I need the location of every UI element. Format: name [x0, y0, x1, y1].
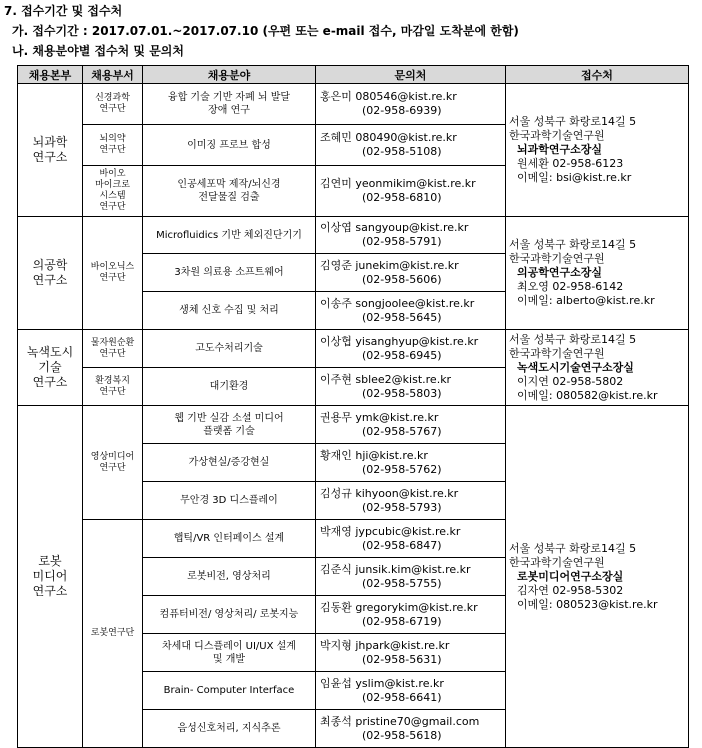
header-division: 채용본부: [18, 66, 83, 84]
contact-cell: [316, 444, 506, 482]
table-row: [18, 84, 689, 125]
recruitment-table: [17, 65, 689, 748]
field-cell: 인공세포막 제작/뇌신경 전달물질 검출: [143, 166, 316, 217]
contact-name-email: 권용무 ymk@kist.re.kr: [320, 410, 439, 424]
department-cell: 신경과학 연구단: [83, 84, 143, 125]
contact-name-email: 김연미 yeonmikim@kist.re.kr: [320, 177, 476, 190]
contact-phone: (02-958-6641): [362, 690, 442, 704]
reception-org: 한국과학기술연구원: [509, 252, 605, 265]
contact-phone: (02-958-6847): [362, 538, 442, 552]
reception-email: 이메일: 080523@kist.re.kr: [517, 597, 658, 611]
contact-name-email: 박지형 jhpark@kist.re.kr: [320, 638, 450, 652]
field-cell: 무안경 3D 디스플레이: [143, 482, 316, 520]
contact-cell: [316, 292, 506, 330]
department-cell: 바이오 마이크로 시스템 연구단: [83, 166, 143, 217]
division-cell: 뇌과학 연구소: [18, 84, 83, 217]
contact-cell: [316, 330, 506, 368]
reception-address: 서울 성북구 화랑로14길 5: [509, 115, 637, 128]
contact-phone: (02-958-5755): [362, 576, 442, 590]
field-cell: 고도수처리기술: [143, 330, 316, 368]
contact-cell: [316, 406, 506, 444]
reception-email: 이메일: 080582@kist.re.kr: [517, 388, 658, 402]
contact-cell: [316, 672, 506, 710]
header-contact: 문의처: [316, 66, 506, 84]
reception-cell: [506, 217, 689, 330]
reception-cell: [506, 406, 689, 748]
contact-name-email: 황재인 hji@kist.re.kr: [320, 448, 428, 462]
reception-office: 의공학연구소장실: [517, 266, 603, 279]
reception-office: 녹색도시기술연구소장실: [517, 360, 634, 374]
contact-cell: [316, 634, 506, 672]
reception-address: 서울 성북구 화랑로14길 5: [509, 238, 637, 251]
section-title: 7. 접수기간 및 접수처: [4, 4, 123, 18]
contact-cell: [316, 520, 506, 558]
header-department: 채용부서: [83, 66, 143, 84]
contact-cell: [316, 166, 506, 217]
contact-name-email: 최종석 pristine70@gmail.com: [320, 714, 480, 728]
department-cell: 영상미디어 연구단: [83, 406, 143, 520]
table-row: [18, 406, 689, 444]
contact-cell: [316, 558, 506, 596]
contact-phone: (02-958-6810): [362, 191, 442, 204]
contact-phone: (02-958-5803): [362, 386, 442, 400]
header-reception: 접수처: [506, 66, 689, 84]
contact-name-email: 임윤섭 yslim@kist.re.kr: [320, 676, 444, 690]
contact-cell: [316, 710, 506, 748]
application-period: 가. 접수기간 : 2017.07.01.~2017.07.10 (우편 또는 e-mail 접수, 마감일 도착분에 한함): [12, 24, 519, 38]
reception-cell: [506, 330, 689, 406]
table-row: [18, 330, 689, 368]
reception-person: 이지연 02-958-5802: [517, 374, 624, 388]
table-header-row: [18, 66, 689, 84]
contact-phone: (02-958-5631): [362, 652, 442, 666]
contact-phone: (02-958-5618): [362, 728, 442, 742]
reception-cell: [506, 84, 689, 217]
contact-phone: (02-958-6939): [362, 104, 442, 117]
field-cell: 햅틱/VR 인터페이스 설계: [143, 520, 316, 558]
contact-name-email: 김준식 junsik.kim@kist.re.kr: [320, 562, 471, 576]
contact-cell: [316, 368, 506, 406]
division-cell: 로봇 미디어 연구소: [18, 406, 83, 748]
contact-phone: (02-958-5791): [362, 235, 442, 248]
department-cell: 물자원순환 연구단: [83, 330, 143, 368]
contact-name-email: 조혜민 080490@kist.re.kr: [320, 131, 457, 144]
field-cell: 이미징 프로브 합성: [143, 125, 316, 166]
contact-phone: (02-958-6945): [362, 348, 442, 362]
reception-address: 서울 성북구 화랑로14길 5: [509, 332, 637, 346]
contact-phone: (02-958-5793): [362, 500, 442, 514]
field-cell: 가상현실/증강현실: [143, 444, 316, 482]
contact-phone: (02-958-5108): [362, 145, 442, 158]
field-cell: 음성신호처리, 지식추론: [143, 710, 316, 748]
contact-cell: [316, 125, 506, 166]
contact-cell: [316, 217, 506, 254]
table-row: [18, 217, 689, 254]
reception-office: 뇌과학연구소장실: [517, 143, 603, 156]
contact-cell: [316, 596, 506, 634]
contact-name-email: 이주현 sblee2@kist.re.kr: [320, 372, 452, 386]
department-cell: 바이오닉스 연구단: [83, 217, 143, 330]
field-cell: Microfluidics 기반 체외진단기기: [143, 217, 316, 254]
contact-phone: (02-958-6719): [362, 614, 442, 628]
division-cell: 녹색도시 기술 연구소: [18, 330, 83, 406]
department-cell: 환경복지 연구단: [83, 368, 143, 406]
contact-name-email: 홍은미 080546@kist.re.kr: [320, 90, 457, 103]
contact-name-email: 이상엽 sangyoup@kist.re.kr: [320, 221, 469, 234]
field-cell: Brain- Computer Interface: [143, 672, 316, 710]
contact-cell: [316, 482, 506, 520]
reception-address: 서울 성북구 화랑로14길 5: [509, 541, 637, 555]
reception-office: 로봇미디어연구소장실: [517, 569, 624, 583]
field-cell: 대기환경: [143, 368, 316, 406]
division-cell: 의공학 연구소: [18, 217, 83, 330]
contact-name-email: 이상협 yisanghyup@kist.re.kr: [320, 334, 479, 348]
header-field: 채용분야: [143, 66, 316, 84]
contact-name-email: 이송주 songjoolee@kist.re.kr: [320, 296, 475, 310]
contact-name-email: 김성규 kihyoon@kist.re.kr: [320, 486, 459, 500]
department-cell: 뇌의약 연구단: [83, 125, 143, 166]
contact-name-email: 김동환 gregorykim@kist.re.kr: [320, 600, 478, 614]
reception-org: 한국과학기술연구원: [509, 346, 605, 360]
reception-email: 이메일: bsi@kist.re.kr: [517, 171, 632, 184]
contact-name-email: 박재영 jypcubic@kist.re.kr: [320, 524, 461, 538]
contact-cell: [316, 254, 506, 292]
reception-email: 이메일: alberto@kist.re.kr: [517, 294, 655, 307]
reception-person: 원세환 02-958-6123: [517, 157, 624, 170]
reception-person: 최오영 02-958-6142: [517, 280, 624, 293]
field-cell: 융합 기술 기반 자폐 뇌 발달 장애 연구: [143, 84, 316, 125]
contact-phone: (02-958-5606): [362, 272, 442, 286]
contact-phone: (02-958-5645): [362, 310, 442, 324]
contact-name-email: 김영준 junekim@kist.re.kr: [320, 258, 459, 272]
contacts-subtitle: 나. 채용분야별 접수처 및 문의처: [12, 44, 184, 58]
field-cell: 웹 기반 실감 소셜 미디어 플랫폼 기술: [143, 406, 316, 444]
field-cell: 차세대 디스플레이 UI/UX 설계 및 개발: [143, 634, 316, 672]
reception-org: 한국과학기술연구원: [509, 129, 605, 142]
contact-cell: [316, 84, 506, 125]
field-cell: 생체 신호 수집 및 처리: [143, 292, 316, 330]
contact-phone: (02-958-5762): [362, 462, 442, 476]
reception-org: 한국과학기술연구원: [509, 555, 605, 569]
department-cell: 로봇연구단: [83, 520, 143, 748]
reception-person: 김자연 02-958-5302: [517, 583, 624, 597]
field-cell: 로봇비전, 영상처리: [143, 558, 316, 596]
field-cell: 3차원 의료용 소프트웨어: [143, 254, 316, 292]
field-cell: 컴퓨터비전/ 영상처리/ 로봇지능: [143, 596, 316, 634]
contact-phone: (02-958-5767): [362, 424, 442, 438]
